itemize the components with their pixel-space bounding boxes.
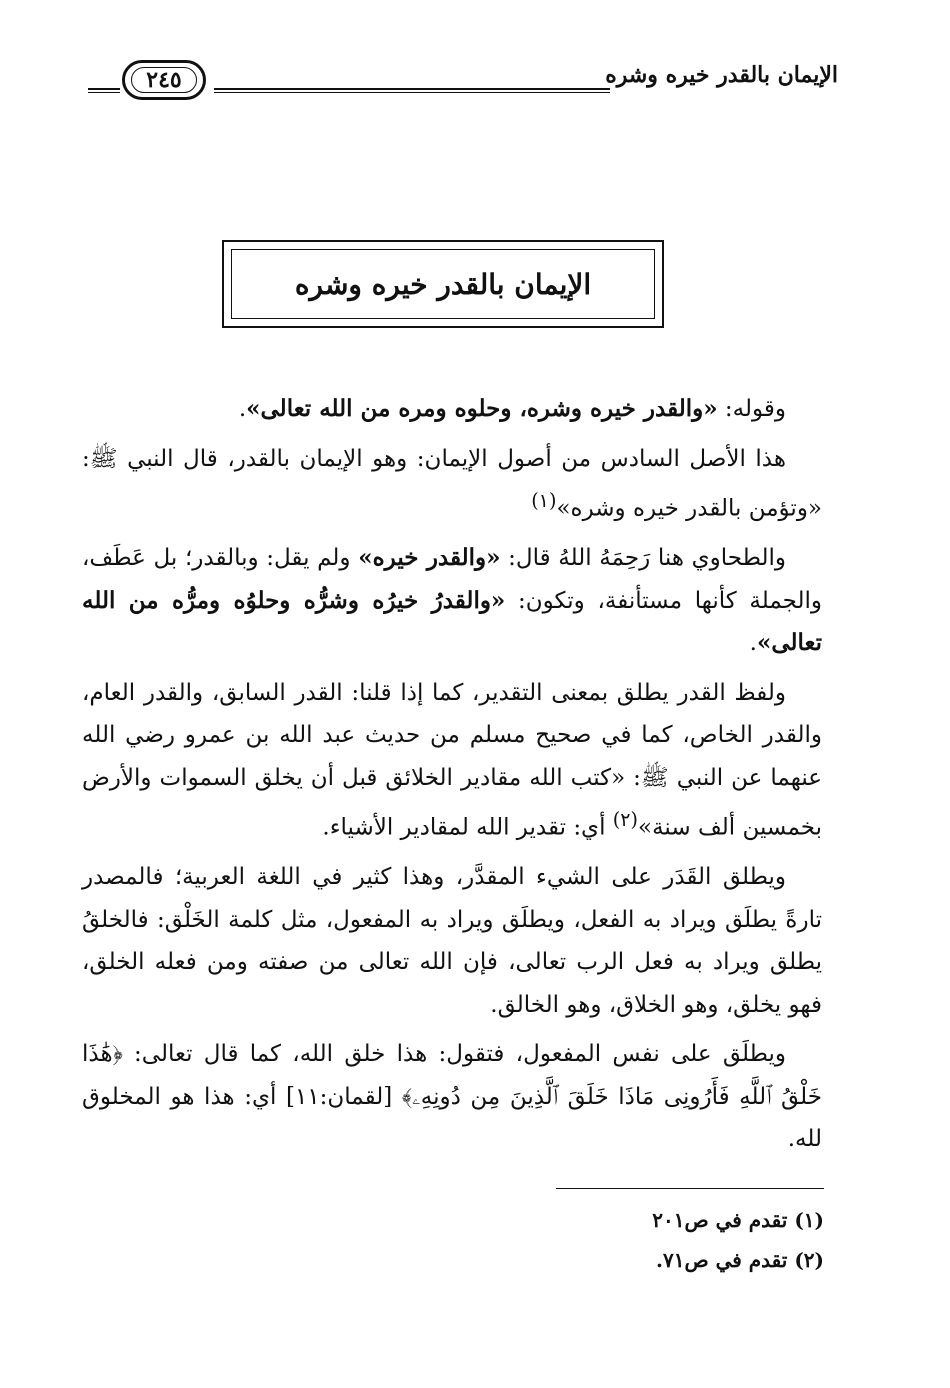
paragraph-2 <box>82 438 822 531</box>
chapter-title: الإيمان بالقدر خيره وشره <box>294 268 592 301</box>
paragraph-3-quote-1: «والقدر خيره» <box>358 544 501 572</box>
page-number <box>122 60 206 100</box>
footnote-ref-1: (١) <box>531 489 557 512</box>
paragraph-3 <box>82 537 822 665</box>
paragraph-4-end: أي: تقدير الله لمقادير الأشياء. <box>322 814 613 841</box>
paragraph-3-lead: والطحاوي هنا رَحِمَهُ اللهُ قال: <box>500 545 786 572</box>
chapter-title-box <box>222 240 664 328</box>
quran-verse: ﴿هَٰذَا خَلْقُ ٱللَّهِ فَأَرُونِى مَاذَا خَلَقَ ٱلَّذِينَ مِن دُونِهِۦ﴾ <box>82 1041 822 1110</box>
paragraph-1-quote: «والقدر خيره وشره، وحلوه ومره من الله تعالى» <box>246 395 718 422</box>
paragraph-4 <box>82 672 822 850</box>
paragraph-1 <box>82 388 822 431</box>
paragraph-4-text: ولفظ القدر يطلق بمعنى التقدير، كما إذا قلنا: القدر السابق، والقدر العام، والقدر الخاص، كما في صحيح مسلم من حديث عبد الله بن عمرو رضي الله عنهما عن النبي ﷺ: «كتب الله مقادير الخلائق قبل أن يخلق السموات والأرض بخمسين ألف سنة» <box>82 679 822 841</box>
footnote-separator <box>556 1188 824 1189</box>
footnote-1: (١) تقدم في ص٢٠١ <box>652 1208 824 1232</box>
paragraph-2-text: هذا الأصل السادس من أصول الإيمان: وهو الإيمان بالقدر، قال النبي ﷺ: «وتؤمن بالقدر خيره وشره» <box>82 445 822 522</box>
header-rule <box>214 88 610 93</box>
paragraph-3-mid: ولم يقل: وبالقدر؛ بل عَطَف، والجملة كأنها مستأنفة، وتكون: <box>82 545 822 614</box>
paragraph-3-quote-2: «والقدرُ خيرُه وشرُّه وحلوُه ومرُّه من الله تعالى» <box>82 586 822 657</box>
footnotes <box>420 1200 824 1280</box>
paragraph-1-lead: وقوله: <box>717 396 786 422</box>
paragraph-6 <box>82 1033 822 1161</box>
body-text <box>82 388 822 1168</box>
footnote-ref-2: (٢) <box>612 808 639 832</box>
paragraph-6-lead: ويطلَق على نفس المفعول، فتقول: هذا خلق الله، كما قال تعالى: <box>122 1041 786 1068</box>
paragraph-3-end: . <box>749 630 757 657</box>
paragraph-6-end: [لقمان:١١] أي: هذا هو المخلوق لله. <box>82 1083 822 1153</box>
page-number-text: ٢٤٥ <box>146 67 182 93</box>
paragraph-1-end: . <box>238 396 247 422</box>
running-header-title: الإيمان بالقدر خيره وشره <box>605 62 838 88</box>
paragraph-5: ويطلق القَدَر على الشيء المقدَّر، وهذا كثير في اللغة العربية؛ فالمصدر تارةً يطلَق ويراد به الفعل، ويطلَق ويراد به المفعول، مثل كلمة الخَلْق: فالخلقُ يطلق ويراد به فعل الرب تعالى، فإن الله تعالى من صفته ومن فعله الخلق، فهو يخلق، وهو الخلاق، وهو الخالق. <box>82 864 822 1018</box>
footnote-2: (٢) تقدم في ص٧١. <box>656 1248 824 1272</box>
header-rule-left <box>88 88 120 93</box>
running-header <box>88 60 838 104</box>
